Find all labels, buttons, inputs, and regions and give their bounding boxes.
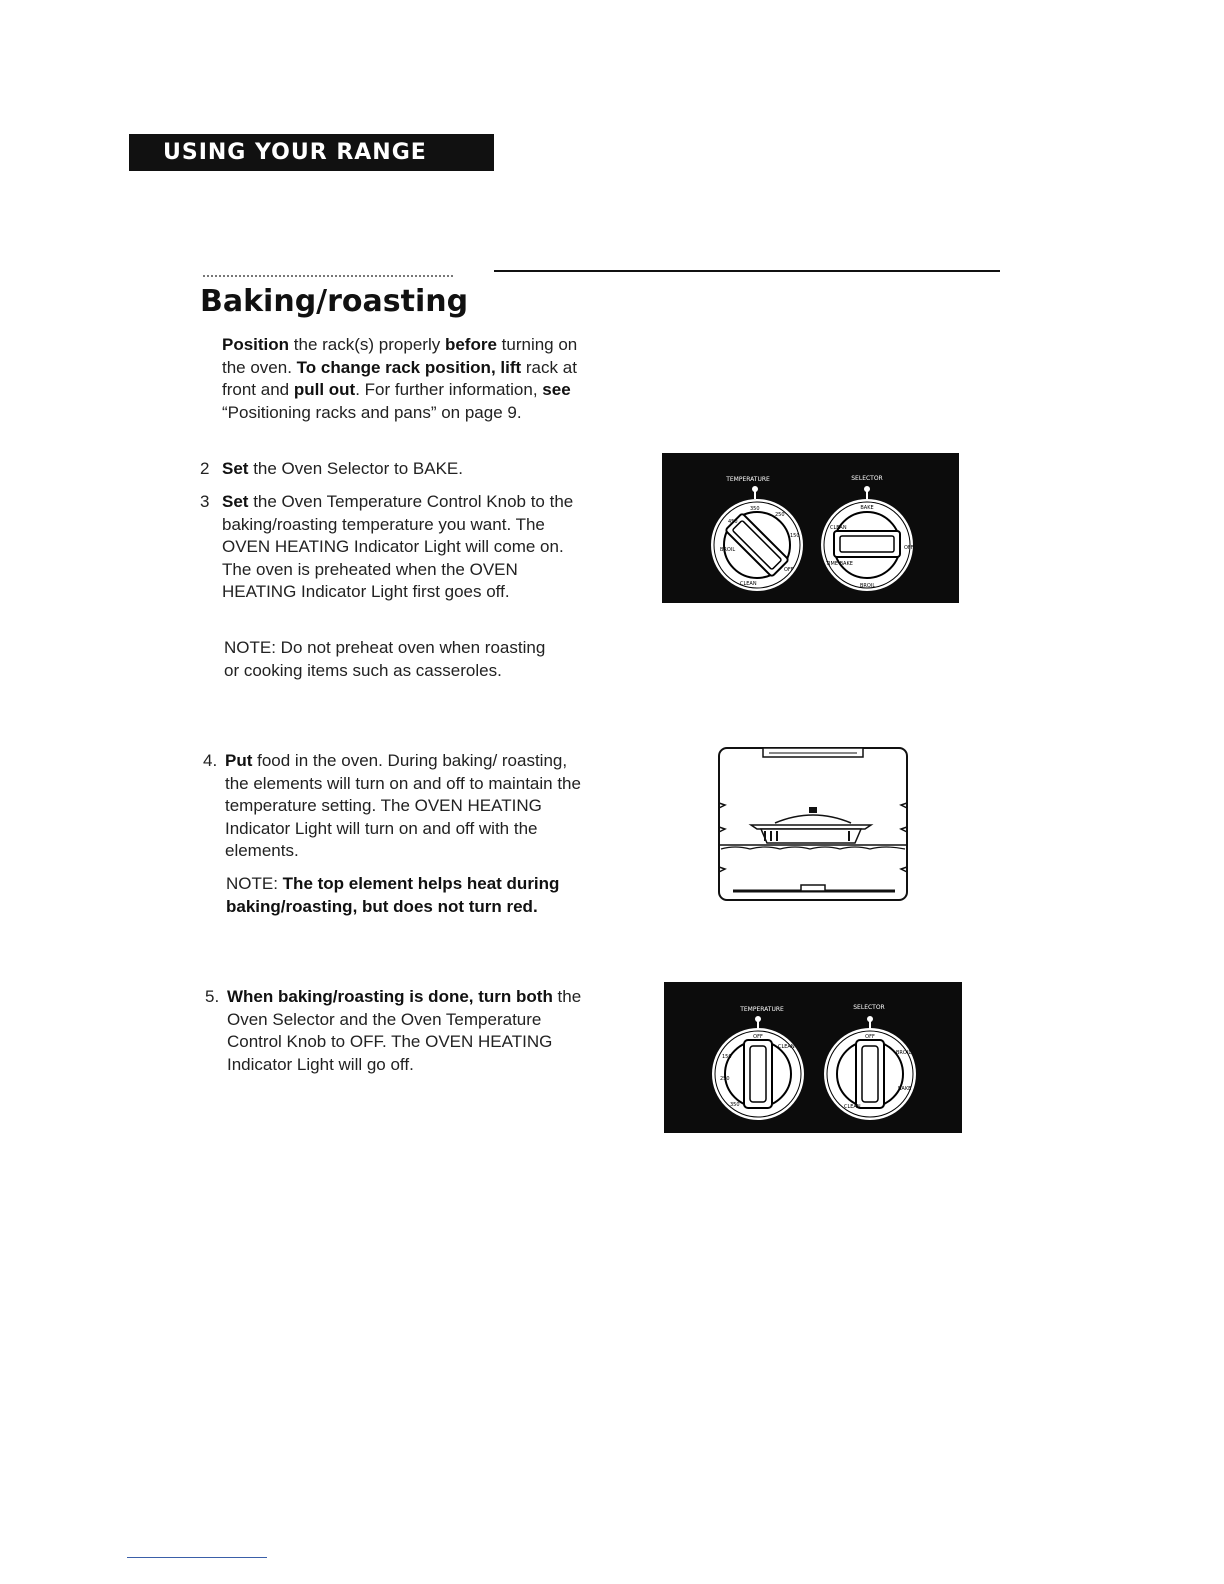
svg-text:150: 150 bbox=[790, 533, 800, 539]
svg-text:CLEAN: CLEAN bbox=[844, 1104, 861, 1110]
control-panel-bake bbox=[662, 453, 959, 603]
step-2-number: 2 bbox=[200, 459, 210, 478]
svg-text:450: 450 bbox=[728, 519, 738, 525]
temperature-label: TEMPERATURE bbox=[726, 476, 770, 483]
step-4: 4. Put food in the oven. During baking/ roasting, the elements will turn on and off to maintain the temperature setting. The OVEN HEATING Indicator Light will turn on and off with the elements. bbox=[203, 751, 581, 860]
temperature-knob bbox=[712, 1028, 804, 1120]
svg-text:CLEAN: CLEAN bbox=[740, 581, 757, 587]
step-3-number: 3 bbox=[200, 492, 210, 511]
step-5-number: 5. bbox=[205, 987, 220, 1006]
header-rule bbox=[494, 270, 1000, 272]
svg-text:150: 150 bbox=[722, 1054, 732, 1060]
svg-text:OFF: OFF bbox=[904, 545, 914, 551]
svg-text:BROIL: BROIL bbox=[896, 1050, 912, 1056]
svg-text:OFF: OFF bbox=[784, 567, 794, 573]
selector-knob bbox=[821, 499, 914, 591]
svg-text:TIME BAKE: TIME BAKE bbox=[826, 561, 853, 567]
oven-interior-diagram bbox=[715, 745, 911, 905]
svg-text:350: 350 bbox=[750, 506, 760, 512]
step-2: 2 Set the Oven Selector to BAKE. bbox=[222, 458, 602, 481]
temperature-label: TEMPERATURE bbox=[740, 1006, 784, 1013]
svg-text:OFF: OFF bbox=[865, 1034, 875, 1040]
step-5: 5. When baking/roasting is done, turn both the Oven Selector and the Oven Temperature Control Knob to OFF. The OVEN HEATING Indicator Light will go off. bbox=[205, 987, 582, 1074]
footer-rule bbox=[127, 1557, 267, 1558]
svg-text:CLEAN: CLEAN bbox=[778, 1044, 795, 1050]
control-panel-off bbox=[664, 982, 962, 1133]
section-banner: USING YOUR RANGE bbox=[129, 134, 494, 171]
svg-text:250: 250 bbox=[775, 512, 785, 518]
selector-label: SELECTOR bbox=[851, 475, 883, 482]
svg-text:250: 250 bbox=[720, 1076, 730, 1082]
step-1: Position the rack(s) properly before turning on the oven. To change rack position, lift rack at front and pull out. For further information, see “Positioning racks and pans” on page 9. bbox=[222, 335, 578, 422]
temperature-knob bbox=[711, 499, 803, 591]
svg-text:CLEAN: CLEAN bbox=[830, 525, 847, 531]
svg-text:OFF: OFF bbox=[753, 1034, 763, 1040]
svg-text:BROIL: BROIL bbox=[720, 547, 736, 553]
selector-knob bbox=[824, 1028, 916, 1120]
svg-text:350: 350 bbox=[730, 1102, 740, 1108]
step-3: 3 Set the Oven Temperature Control Knob to the baking/roasting temperature you want. The OVEN HEATING Indicator Light will come on. The oven is preheated when the OVEN HEATING Indicator Light first goes off. bbox=[200, 492, 574, 601]
note-preheat: NOTE: Do not preheat oven when roasting or cooking items such as casseroles. bbox=[224, 638, 546, 680]
svg-text:BROIL: BROIL bbox=[860, 583, 876, 589]
page-title: Baking/roasting bbox=[200, 284, 469, 319]
note-top-element: NOTE: The top element helps heat during baking/roasting, but does not turn red. bbox=[226, 874, 560, 916]
title-decoration bbox=[203, 275, 453, 281]
svg-text:BAKE: BAKE bbox=[860, 505, 874, 511]
selector-label: SELECTOR bbox=[853, 1004, 885, 1011]
svg-text:BAKE: BAKE bbox=[898, 1086, 912, 1092]
step-4-number: 4. bbox=[203, 751, 218, 770]
